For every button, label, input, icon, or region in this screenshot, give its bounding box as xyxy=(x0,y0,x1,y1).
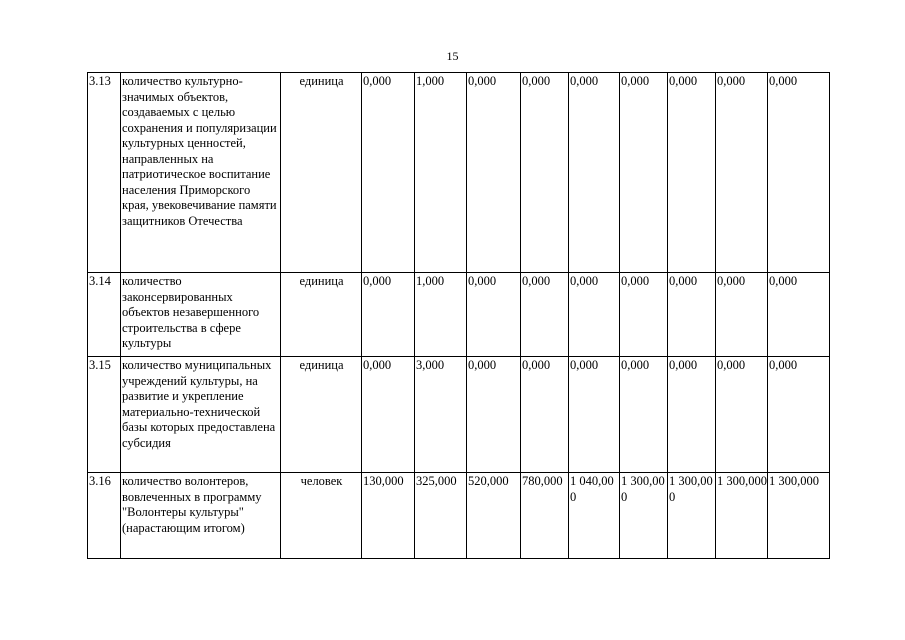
table-row xyxy=(88,473,830,559)
value-cell: 0,000 xyxy=(768,273,830,357)
value-cell: 0,000 xyxy=(467,73,521,273)
unit-cell: единица xyxy=(281,357,362,473)
value-cell: 0,000 xyxy=(521,73,569,273)
value-cell: 1,000 xyxy=(415,73,467,273)
value-cell: 0,000 xyxy=(716,357,768,473)
indicator-name: количество муниципальных учреждений культуры, на развитие и укрепление материально-технической базы которых предоставлена субсидия xyxy=(121,357,281,473)
value-cell: 0,000 xyxy=(521,357,569,473)
value-cell: 0,000 xyxy=(768,73,830,273)
value-cell: 130,000 xyxy=(362,473,415,559)
table-row xyxy=(88,357,830,473)
indicator-name: количество законсервированных объектов незавершенного строительства в сфере культуры xyxy=(121,273,281,357)
value-cell: 1 300,000 xyxy=(620,473,668,559)
indicators-table xyxy=(87,72,830,559)
page-number: 15 xyxy=(446,49,459,63)
value-cell: 0,000 xyxy=(362,273,415,357)
value-cell: 1 040,000 xyxy=(569,473,620,559)
indicator-name: количество волонтеров, вовлеченных в программу "Волонтеры культуры" (нарастающим итогом) xyxy=(121,473,281,559)
value-cell: 325,000 xyxy=(415,473,467,559)
value-cell: 0,000 xyxy=(521,273,569,357)
unit-cell: человек xyxy=(281,473,362,559)
row-number: 3.15 xyxy=(88,357,121,473)
unit-cell: единица xyxy=(281,273,362,357)
value-cell: 1 300,000 xyxy=(716,473,768,559)
value-cell: 0,000 xyxy=(362,73,415,273)
row-number: 3.13 xyxy=(88,73,121,273)
row-number: 3.14 xyxy=(88,273,121,357)
value-cell: 0,000 xyxy=(569,73,620,273)
value-cell: 520,000 xyxy=(467,473,521,559)
value-cell: 0,000 xyxy=(620,273,668,357)
value-cell: 1,000 xyxy=(415,273,467,357)
value-cell: 1 300,000 xyxy=(768,473,830,559)
value-cell: 1 300,000 xyxy=(668,473,716,559)
value-cell: 0,000 xyxy=(620,73,668,273)
value-cell: 0,000 xyxy=(467,273,521,357)
value-cell: 0,000 xyxy=(716,273,768,357)
table-row xyxy=(88,273,830,357)
value-cell: 0,000 xyxy=(716,73,768,273)
value-cell: 780,000 xyxy=(521,473,569,559)
indicator-name: количество культурно-значимых объектов, создаваемых с целью сохранения и популяризации культурных ценностей, направленных на патриотическое воспитание населения Приморского края, увековечивание памяти защитников Отечества xyxy=(121,73,281,273)
value-cell: 0,000 xyxy=(362,357,415,473)
value-cell: 0,000 xyxy=(569,273,620,357)
value-cell: 0,000 xyxy=(668,73,716,273)
value-cell: 0,000 xyxy=(768,357,830,473)
value-cell: 0,000 xyxy=(668,357,716,473)
value-cell: 0,000 xyxy=(668,273,716,357)
value-cell: 0,000 xyxy=(620,357,668,473)
value-cell: 0,000 xyxy=(467,357,521,473)
row-number: 3.16 xyxy=(88,473,121,559)
value-cell: 3,000 xyxy=(415,357,467,473)
table-row xyxy=(88,73,830,273)
unit-cell: единица xyxy=(281,73,362,273)
value-cell: 0,000 xyxy=(569,357,620,473)
